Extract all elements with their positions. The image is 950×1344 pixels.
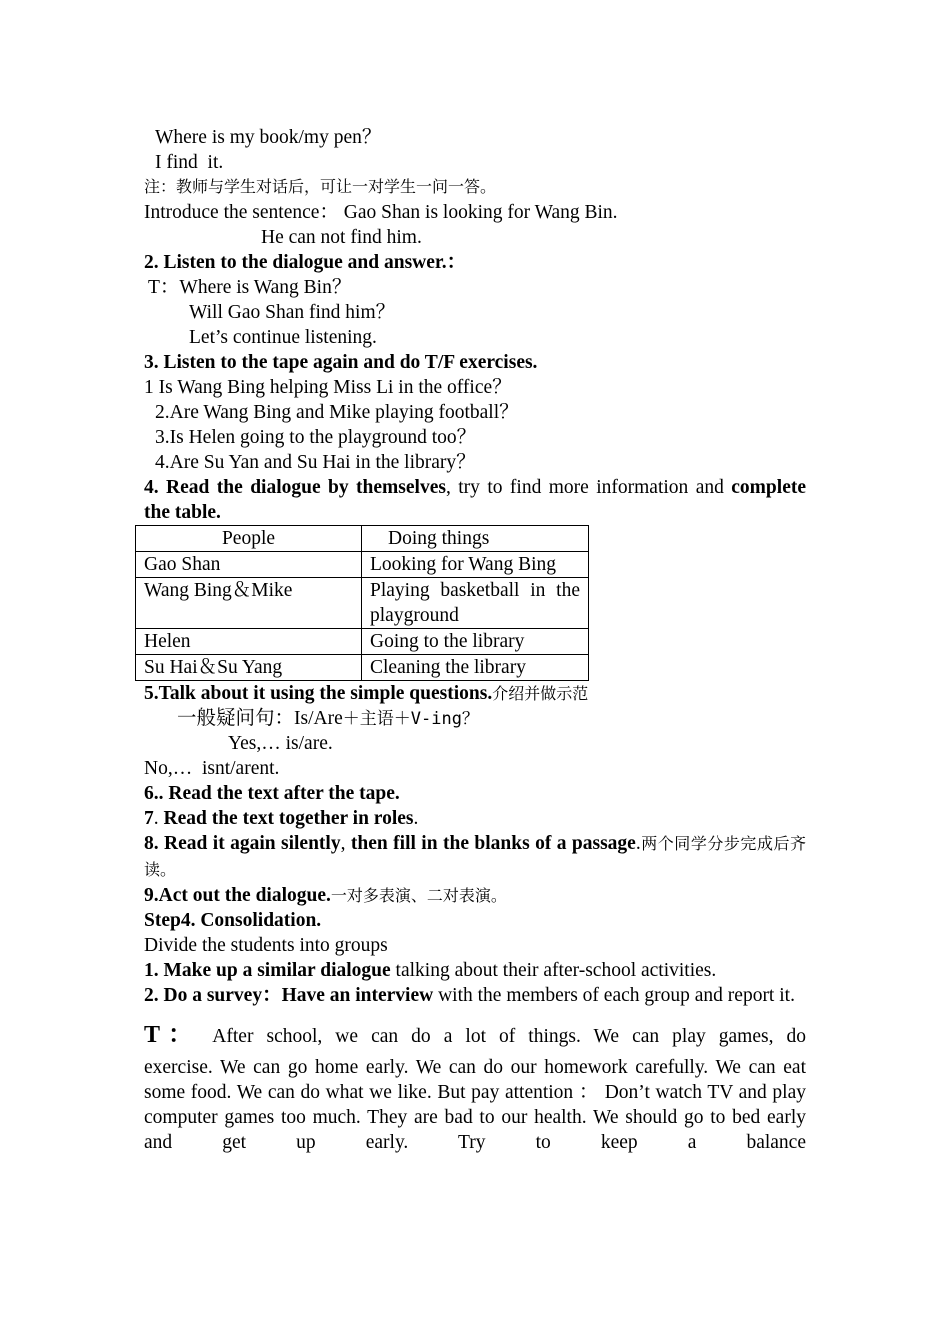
step-text: , try to find more information and — [445, 477, 732, 498]
punctuation: . — [635, 833, 641, 854]
intro-sentence: Gao Shan is looking for Wang Bin. — [343, 202, 618, 223]
step-heading: 3. Listen to the tape again and do T/F exercises. — [144, 352, 538, 373]
teacher-text-rest: exercise. We can go home early. We can do our homework carefully. We can eat some food. We can do what we like. But pay attention ： Don’t watch TV and play computer games too much. They are bad to our health. We should go to bed early and get up early. Try to keep a balance — [144, 1057, 806, 1153]
question-item: 1 Is Wang Bing helping Miss Li in the office？ — [144, 377, 512, 398]
teacher-note: 注：教师与学生对话后，可让一对学生一问一答。 — [144, 179, 497, 196]
table-cell: Helen — [136, 629, 362, 655]
section-heading: Step4. Consolidation. — [144, 910, 322, 931]
step-number: 7 — [144, 808, 154, 829]
step-heading: 8. Read it again silently — [144, 833, 341, 854]
teacher-label: T： — [144, 1022, 201, 1048]
punctuation: . — [413, 808, 419, 829]
step-paragraph — [144, 831, 806, 883]
info-table — [135, 525, 589, 681]
punctuation: , — [340, 833, 351, 854]
table-row — [136, 655, 589, 681]
text-line: Let’s continue listening. — [189, 327, 377, 348]
text-line: He can not find him. — [261, 227, 422, 248]
document-content — [144, 125, 806, 1155]
grammar-pattern: ＋主语＋V-ing？ — [342, 709, 479, 729]
step-heading: 2. Listen to the dialogue and answer.： — [144, 252, 467, 273]
step-heading: complete the table. — [144, 477, 806, 523]
table-cell: Cleaning the library — [362, 655, 589, 681]
step-heading: then fill in the blanks of a passage — [350, 833, 636, 854]
table-cell: Playing basketball in the playground — [362, 578, 589, 629]
text-line: Divide the students into groups — [144, 935, 388, 956]
question-item: 4.Are Su Yan and Su Hai in the library？ — [155, 452, 476, 473]
table-cell: Gao Shan — [136, 552, 362, 578]
step-paragraph — [144, 475, 806, 525]
text-line: I find it. — [155, 152, 224, 173]
question-item: 2.Are Wang Bing and Mike playing football？ — [155, 402, 519, 423]
step-note: 一对多表演、二对表演。 — [330, 888, 507, 905]
text-line: No,… isnt/arent. — [144, 758, 280, 779]
step-heading: . Read the text after the tape. — [158, 783, 400, 804]
text-line — [144, 200, 806, 225]
table-header: People — [136, 526, 362, 552]
teacher-paragraph — [144, 1018, 806, 1155]
intro-label: Introduce the sentence： — [144, 202, 339, 223]
step-heading: 4. Read the dialogue by themselves — [144, 477, 446, 498]
step-text: talking about their after-school activities. — [390, 960, 717, 981]
text-line — [144, 958, 806, 983]
step-heading: 9.Act out the dialogue. — [144, 885, 331, 906]
text-line — [144, 681, 806, 706]
step-paragraph — [144, 983, 806, 1008]
text-line — [144, 706, 806, 731]
step-text: with the members of each group and report it. — [433, 985, 795, 1006]
step-heading: 1. Make up a similar dialogue — [144, 960, 391, 981]
step-heading: 5.Talk about it using the simple questions. — [144, 683, 493, 704]
step-note: 介绍并做示范 — [492, 686, 589, 703]
table-cell: Going to the library — [362, 629, 589, 655]
table-cell: Looking for Wang Bing — [362, 552, 589, 578]
grammar-label: 一般疑问句： — [177, 708, 295, 729]
table-cell: Su Hai＆Su Yang — [136, 655, 362, 681]
step-heading: Read the text together in roles — [163, 808, 414, 829]
table-header-row — [136, 526, 589, 552]
table-row — [136, 578, 589, 629]
grammar-pattern: Is/Are — [294, 708, 343, 729]
text-line: Where is my book/my pen？ — [155, 127, 382, 148]
text-line: T：Where is Wang Bin？ — [148, 277, 352, 298]
step-number: 6. — [144, 783, 159, 804]
table-header: Doing things — [362, 526, 589, 552]
teacher-text: After school, we can do a lot of things. We can play games, do — [200, 1026, 807, 1047]
teacher-paragraph-first-line — [144, 1018, 806, 1054]
step-heading: 2. Do a survey：Have an interview — [144, 985, 434, 1006]
text-line — [144, 806, 806, 831]
punctuation: . — [153, 808, 164, 829]
table-cell: Wang Bing＆Mike — [136, 578, 362, 629]
text-line — [144, 781, 806, 806]
step-note: 两个同学分步完成后齐读。 — [144, 836, 807, 879]
table-row — [136, 629, 589, 655]
text-line: Will Gao Shan find him？ — [189, 302, 396, 323]
text-line: Yes,… is/are. — [228, 733, 333, 754]
table-row — [136, 552, 589, 578]
question-item: 3.Is Helen going to the playground too？ — [155, 427, 477, 448]
text-line — [144, 883, 806, 908]
